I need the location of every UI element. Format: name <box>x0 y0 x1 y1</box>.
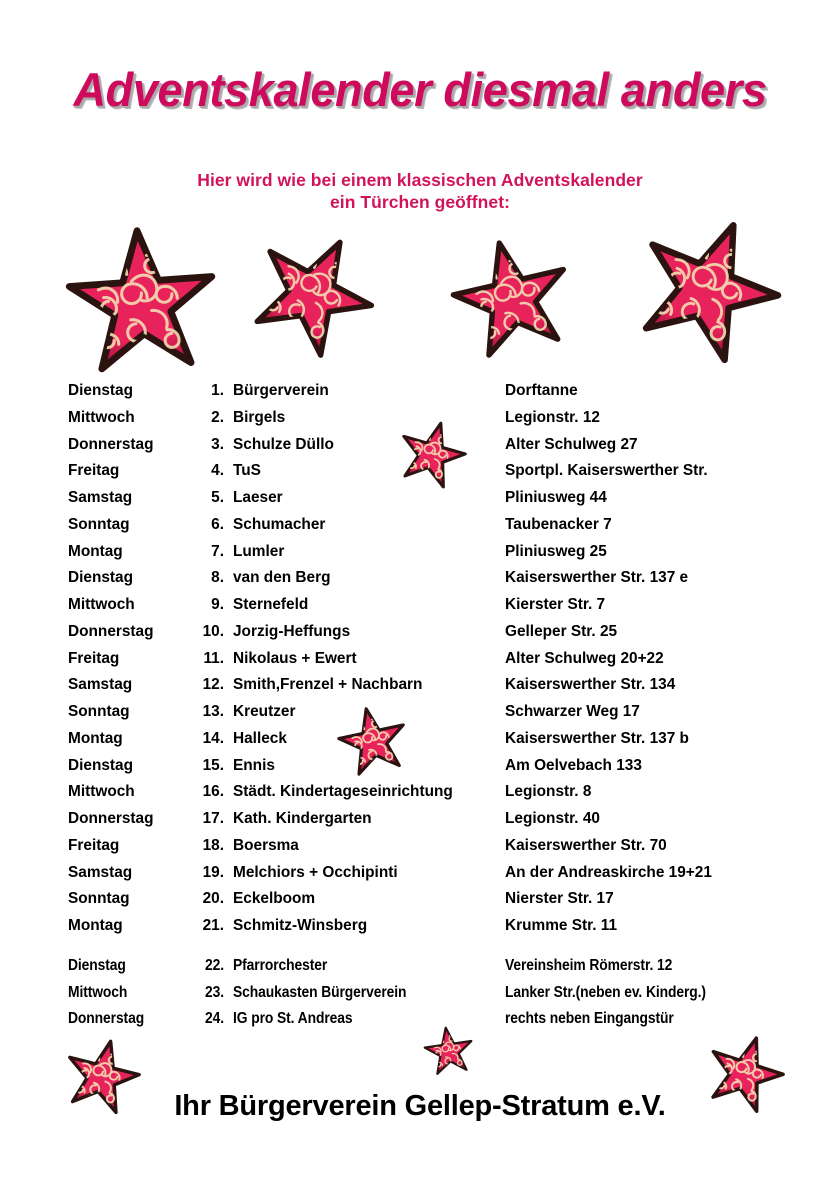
entry-address: An der Andreaskirche 19+21 <box>505 863 712 881</box>
list-section-gap <box>0 940 840 953</box>
subtitle <box>0 170 840 213</box>
entry-number: 20. <box>202 890 224 908</box>
table-row <box>0 646 840 673</box>
entry-address: Krumme Str. 11 <box>505 917 618 934</box>
entry-address: Alter Schulweg 20+22 <box>505 649 664 667</box>
entry-number: 4. <box>211 462 224 480</box>
entry-address: Legionstr. 12 <box>505 408 600 426</box>
entry-weekday: Dienstag <box>68 756 133 774</box>
entry-weekday: Montag <box>68 542 123 560</box>
entry-name: Jorzig-Heffungs <box>233 622 351 640</box>
entry-name: Laeser <box>233 489 283 506</box>
entry-address: Pliniusweg 25 <box>505 542 607 560</box>
entry-name: Schulze Düllo <box>233 435 334 453</box>
table-row <box>0 913 840 940</box>
entry-address: Nierster Str. 17 <box>505 890 614 908</box>
table-row <box>0 592 840 619</box>
table-row <box>0 619 840 646</box>
entry-name: Melchiors + Occhipinti <box>233 863 398 881</box>
table-row <box>0 1006 840 1033</box>
entry-name: TuS <box>233 462 261 480</box>
entry-name: Nikolaus + Ewert <box>233 649 357 667</box>
star-icon <box>61 221 223 383</box>
entry-weekday: Freitag <box>68 649 120 667</box>
entry-address: Lanker Str.(neben ev. Kinderg.) <box>505 983 706 1001</box>
entry-weekday: Samstag <box>68 863 133 881</box>
advent-entry-list <box>0 378 840 1033</box>
table-row <box>0 458 840 485</box>
entry-name: Boersma <box>233 836 299 854</box>
entry-weekday: Sonntag <box>68 890 130 908</box>
table-row <box>0 539 840 566</box>
entry-name: Lumler <box>233 542 285 560</box>
entry-name: Schaukasten Bürgerverein <box>233 983 407 1001</box>
entry-name: Pfarrorchester <box>233 956 328 974</box>
entry-weekday: Mittwoch <box>68 983 128 1001</box>
entry-number: 6. <box>211 515 224 533</box>
entry-name: Schmitz-Winsberg <box>233 917 368 934</box>
entry-address: Alter Schulweg 27 <box>505 435 638 453</box>
entry-weekday: Dienstag <box>68 569 133 587</box>
table-row <box>0 485 840 512</box>
table-row <box>0 672 840 699</box>
entry-number: 5. <box>211 489 224 506</box>
entry-address: Dorftanne <box>505 382 578 399</box>
entry-name: Städt. Kindertageseinrichtung <box>233 783 453 801</box>
entry-address: Am Oelvebach 133 <box>505 756 642 774</box>
entry-weekday: Donnerstag <box>68 435 154 453</box>
entry-number: 24. <box>205 1010 224 1028</box>
entry-number: 1. <box>211 382 224 399</box>
entry-name: Birgels <box>233 408 286 426</box>
entry-weekday: Donnerstag <box>68 622 154 640</box>
entry-number: 3. <box>211 435 224 453</box>
table-row <box>0 779 840 806</box>
entry-address: Kaiserswerther Str. 70 <box>505 836 667 854</box>
table-row <box>0 833 840 860</box>
table-row <box>0 953 840 980</box>
entry-number: 23. <box>205 983 224 1001</box>
footer-signature: Ihr Bürgerverein Gellep-Stratum e.V. <box>174 1090 666 1122</box>
entry-weekday: Samstag <box>68 489 133 506</box>
entry-number: 2. <box>211 408 224 426</box>
entry-name: Bürgerverein <box>233 382 329 399</box>
table-row <box>0 860 840 887</box>
entry-weekday: Mittwoch <box>68 596 135 613</box>
entry-number: 7. <box>211 542 224 560</box>
entry-name: Kath. Kindergarten <box>233 810 372 827</box>
entry-address: rechts neben Eingangstür <box>505 1010 674 1028</box>
entry-number: 11. <box>203 649 224 667</box>
entry-weekday: Sonntag <box>68 703 130 720</box>
entry-address: Pliniusweg 44 <box>505 489 607 506</box>
entry-address: Schwarzer Weg 17 <box>505 703 640 720</box>
table-row <box>0 806 840 833</box>
table-row <box>0 405 840 432</box>
entry-weekday: Donnerstag <box>68 1010 145 1028</box>
entry-name: Kreutzer <box>233 703 296 720</box>
entry-weekday: Donnerstag <box>68 810 154 827</box>
entry-number: 21. <box>202 917 224 934</box>
entry-address: Taubenacker 7 <box>505 515 612 533</box>
table-row <box>0 432 840 459</box>
table-row <box>0 565 840 592</box>
table-row <box>0 753 840 780</box>
entry-address: Gelleper Str. 25 <box>505 622 618 640</box>
table-row <box>0 512 840 539</box>
entry-name: Ennis <box>233 756 275 774</box>
entry-address: Kaiserswerther Str. 134 <box>505 676 676 694</box>
entry-name: Eckelboom <box>233 890 316 908</box>
page-title-container <box>0 62 840 124</box>
entry-weekday: Samstag <box>68 676 133 694</box>
entry-weekday: Dienstag <box>68 956 126 974</box>
entry-weekday: Mittwoch <box>68 783 135 801</box>
entry-number: 17. <box>202 810 224 827</box>
entry-name: van den Berg <box>233 569 331 587</box>
entry-name: Sternefeld <box>233 596 309 613</box>
star-icon <box>231 211 396 376</box>
entry-number: 10. <box>202 622 224 640</box>
subtitle-line-1: Hier wird wie bei einem klassischen Adventskalender <box>197 170 643 190</box>
entry-number: 19. <box>202 863 224 881</box>
entry-weekday: Sonntag <box>68 515 130 533</box>
entry-number: 22. <box>205 956 224 974</box>
entry-name: Halleck <box>233 729 287 747</box>
entry-address: Kierster Str. 7 <box>505 596 606 613</box>
entry-address: Kaiserswerther Str. 137 b <box>505 729 689 747</box>
entry-number: 12. <box>202 676 224 694</box>
entry-number: 9. <box>211 596 224 613</box>
entry-name: Smith,Frenzel + Nachbarn <box>233 676 423 694</box>
entry-name: Schumacher <box>233 515 326 533</box>
entry-number: 18. <box>202 836 224 854</box>
entry-address: Kaiserswerther Str. 137 e <box>505 569 689 587</box>
entry-number: 14. <box>202 729 224 747</box>
entry-address: Sportpl. Kaiserswerther Str. <box>505 462 708 480</box>
entry-address: Vereinsheim Römerstr. 12 <box>505 956 673 974</box>
page-title: Adventskalender diesmal anders <box>73 63 767 116</box>
table-row <box>0 378 840 405</box>
table-row <box>0 726 840 753</box>
subtitle-line-2: ein Türchen geöffnet: <box>330 191 510 212</box>
entry-weekday: Montag <box>68 729 123 747</box>
entry-weekday: Freitag <box>68 462 120 480</box>
entry-number: 13. <box>202 703 224 720</box>
entry-weekday: Freitag <box>68 836 120 854</box>
entry-weekday: Dienstag <box>68 382 133 399</box>
table-row <box>0 980 840 1007</box>
entry-weekday: Mittwoch <box>68 408 135 426</box>
table-row <box>0 699 840 726</box>
entry-address: Legionstr. 40 <box>505 810 600 827</box>
entry-weekday: Montag <box>68 917 123 934</box>
entry-address: Legionstr. 8 <box>505 783 592 801</box>
entry-number: 16. <box>202 783 224 801</box>
star-icon <box>614 194 801 381</box>
entry-number: 8. <box>211 569 224 587</box>
star-icon <box>440 226 584 370</box>
entry-name: IG pro St. Andreas <box>233 1010 353 1028</box>
table-row <box>0 886 840 913</box>
entry-number: 15. <box>202 756 224 774</box>
